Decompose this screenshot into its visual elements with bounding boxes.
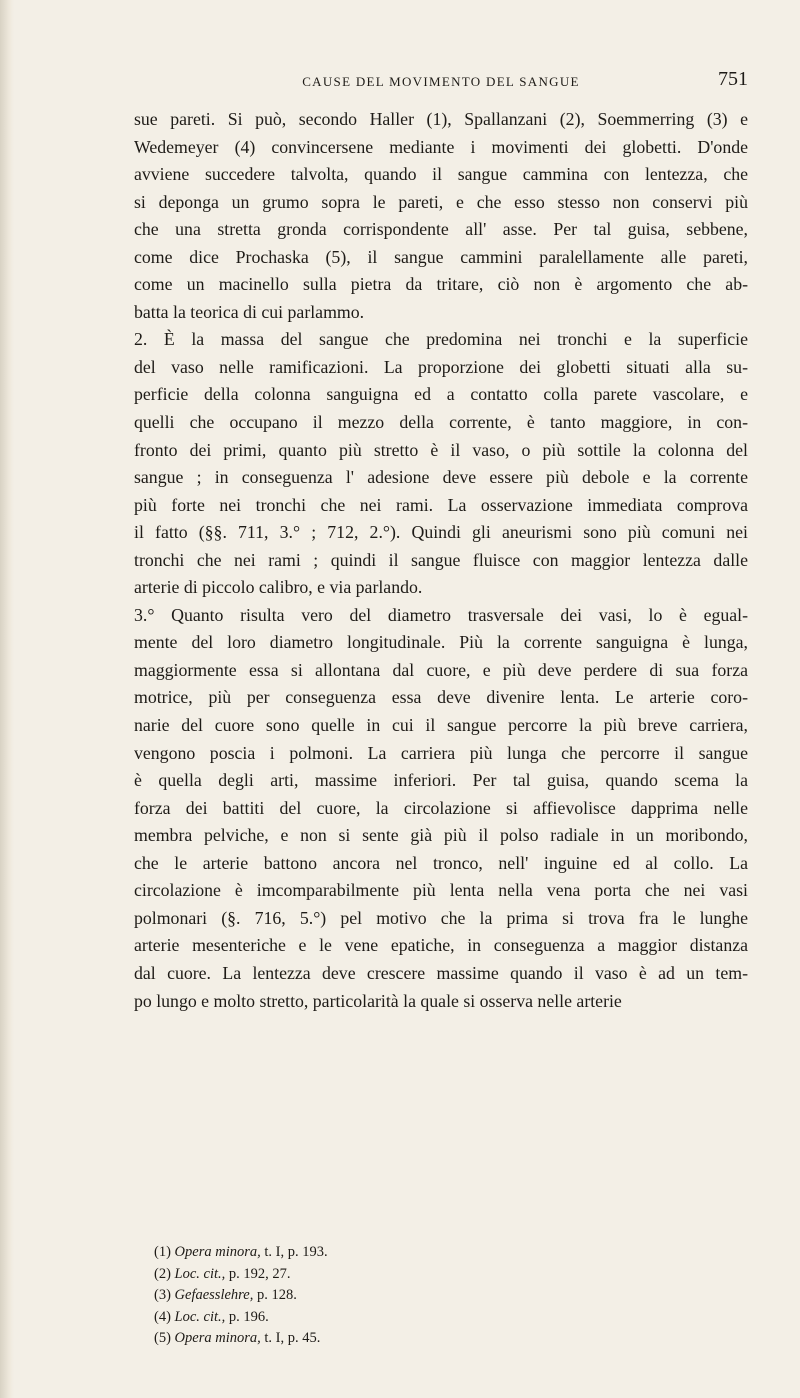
- footnote-title: Gefaesslehre,: [174, 1287, 254, 1303]
- text-line: mente del loro diametro longitudinale. Più la corrente sanguigna è lunga,: [134, 632, 748, 653]
- text-line: arterie mesenteriche e le vene epatiche, in conseguenza a maggior distanza: [134, 935, 748, 956]
- text-line: più forte nei tronchi che nei rami. La osservazione immediata comprova: [134, 494, 748, 515]
- text-line: che una stretta gronda corrispondente all' asse. Per tal guisa, sebbene,: [134, 219, 748, 240]
- text-line: perficie della colonna sanguigna ed a contatto colla parete vascolare, e: [134, 384, 748, 405]
- footnote-ref: t. I, p. 193.: [264, 1244, 328, 1260]
- footnote-title: Loc. cit.,: [174, 1265, 226, 1282]
- text-line: po lungo e molto stretto, particolarità la quale si osserva nelle arterie: [134, 990, 622, 1011]
- text-line: sue pareti. Si può, secondo Haller (1), Spallanzani (2), Soemmerring (3) e: [134, 109, 748, 129]
- footnote: [154, 1264, 714, 1286]
- footnote-ref: p. 128.: [256, 1287, 297, 1303]
- text-line: circolazione è imcomparabilmente più lenta nella vena porta che nei vasi: [134, 880, 748, 901]
- text-line: fronto dei primi, quanto più stretto è il vaso, o più sottile la colonna del: [134, 439, 748, 460]
- footnote-number: (4): [154, 1308, 171, 1325]
- text-line: forza dei battiti del cuore, la circolazione si affievolisce dapprima nelle: [134, 797, 748, 818]
- text-line: come un macinello sulla pietra da tritare, ciò non è argomento che ab-: [134, 274, 748, 295]
- footnote: [154, 1285, 714, 1307]
- text-line: batta la teorica di cui parlammo.: [134, 301, 365, 322]
- body-text: [134, 106, 748, 1015]
- footnote-ref: p. 192, 27.: [228, 1265, 291, 1282]
- text-line: del vaso nelle ramificazioni. La proporzione dei globetti situati alla su-: [134, 356, 748, 377]
- text-line: che le arterie battono ancora nel tronco, nell' inguine ed al collo. La: [134, 852, 748, 873]
- footnote: [154, 1242, 714, 1264]
- text-line: è quella degli arti, massime inferiori. Per tal guisa, quando scema la: [134, 770, 748, 791]
- text-line: motrice, più per conseguenza essa deve divenire lenta. Le arterie coro-: [134, 687, 748, 708]
- footnote-number: (5): [154, 1330, 171, 1346]
- page-header: [134, 68, 748, 96]
- text-line: polmonari (§. 716, 5.°) pel motivo che la prima si trova fra le lunghe: [134, 907, 748, 928]
- page-gutter: [0, 0, 14, 1398]
- text-line: Wedemeyer (4) convincersene mediante i movimenti dei globetti. D'onde: [134, 136, 748, 157]
- text-line: dal cuore. La lentezza deve crescere massime quando il vaso è ad un tem-: [134, 962, 748, 983]
- text-line: quelli che occupano il mezzo della corrente, è tanto maggiore, in con-: [134, 412, 748, 433]
- text-line: come dice Prochaska (5), il sangue cammini paralellamente alle pareti,: [134, 246, 748, 267]
- text-line: 2. È la massa del sangue che predomina nei tronchi e la superficie: [134, 329, 748, 350]
- text-line: vengono poscia i polmoni. La carriera più lunga che percorre il sangue: [134, 742, 748, 763]
- footnote-title: Opera minora,: [174, 1244, 261, 1260]
- text-line: sangue ; in conseguenza l' adesione deve essere più debole e la corrente: [134, 467, 748, 488]
- text-line: membra pelviche, e non si sente già più il polso radiale in un moribondo,: [134, 825, 748, 846]
- footnote: [154, 1307, 714, 1329]
- text-line: tronchi che nei rami ; quindi il sangue fluisce con maggior lentezza dalle: [134, 549, 748, 570]
- text-line: si deponga un grumo sopra le pareti, e che esso stesso non conservi più: [134, 191, 748, 212]
- footnote-title: Opera minora,: [174, 1330, 261, 1346]
- footnote-number: (1): [154, 1244, 171, 1260]
- text-line: maggiormente essa si allontana dal cuore, e più deve perdere di sua forza: [134, 659, 748, 680]
- footnote-number: (2): [154, 1265, 171, 1282]
- text-line: avviene succedere talvolta, quando il sangue cammina con lentezza, che: [134, 164, 748, 185]
- footnote-ref: p. 196.: [228, 1308, 269, 1325]
- text-line: narie del cuore sono quelle in cui il sangue percorre la più breve carriera,: [134, 715, 748, 736]
- text-line: arterie di piccolo calibro, e via parlando.: [134, 577, 423, 598]
- footnote-number: (3): [154, 1287, 171, 1303]
- text-line: il fatto (§§. 711, 3.° ; 712, 2.°). Quindi gli aneurismi sono più comuni nei: [134, 522, 748, 543]
- footnote-ref: t. I, p. 45.: [264, 1330, 321, 1346]
- footnote: [154, 1328, 714, 1350]
- footnotes: [154, 1242, 714, 1350]
- running-head: CAUSE DEL MOVIMENTO DEL SANGUE: [302, 74, 580, 89]
- footnote-title: Loc. cit.,: [174, 1308, 226, 1325]
- page-number: 751: [718, 68, 748, 90]
- text-line: 3.° Quanto risulta vero del diametro trasversale dei vasi, lo è egual-: [134, 604, 748, 625]
